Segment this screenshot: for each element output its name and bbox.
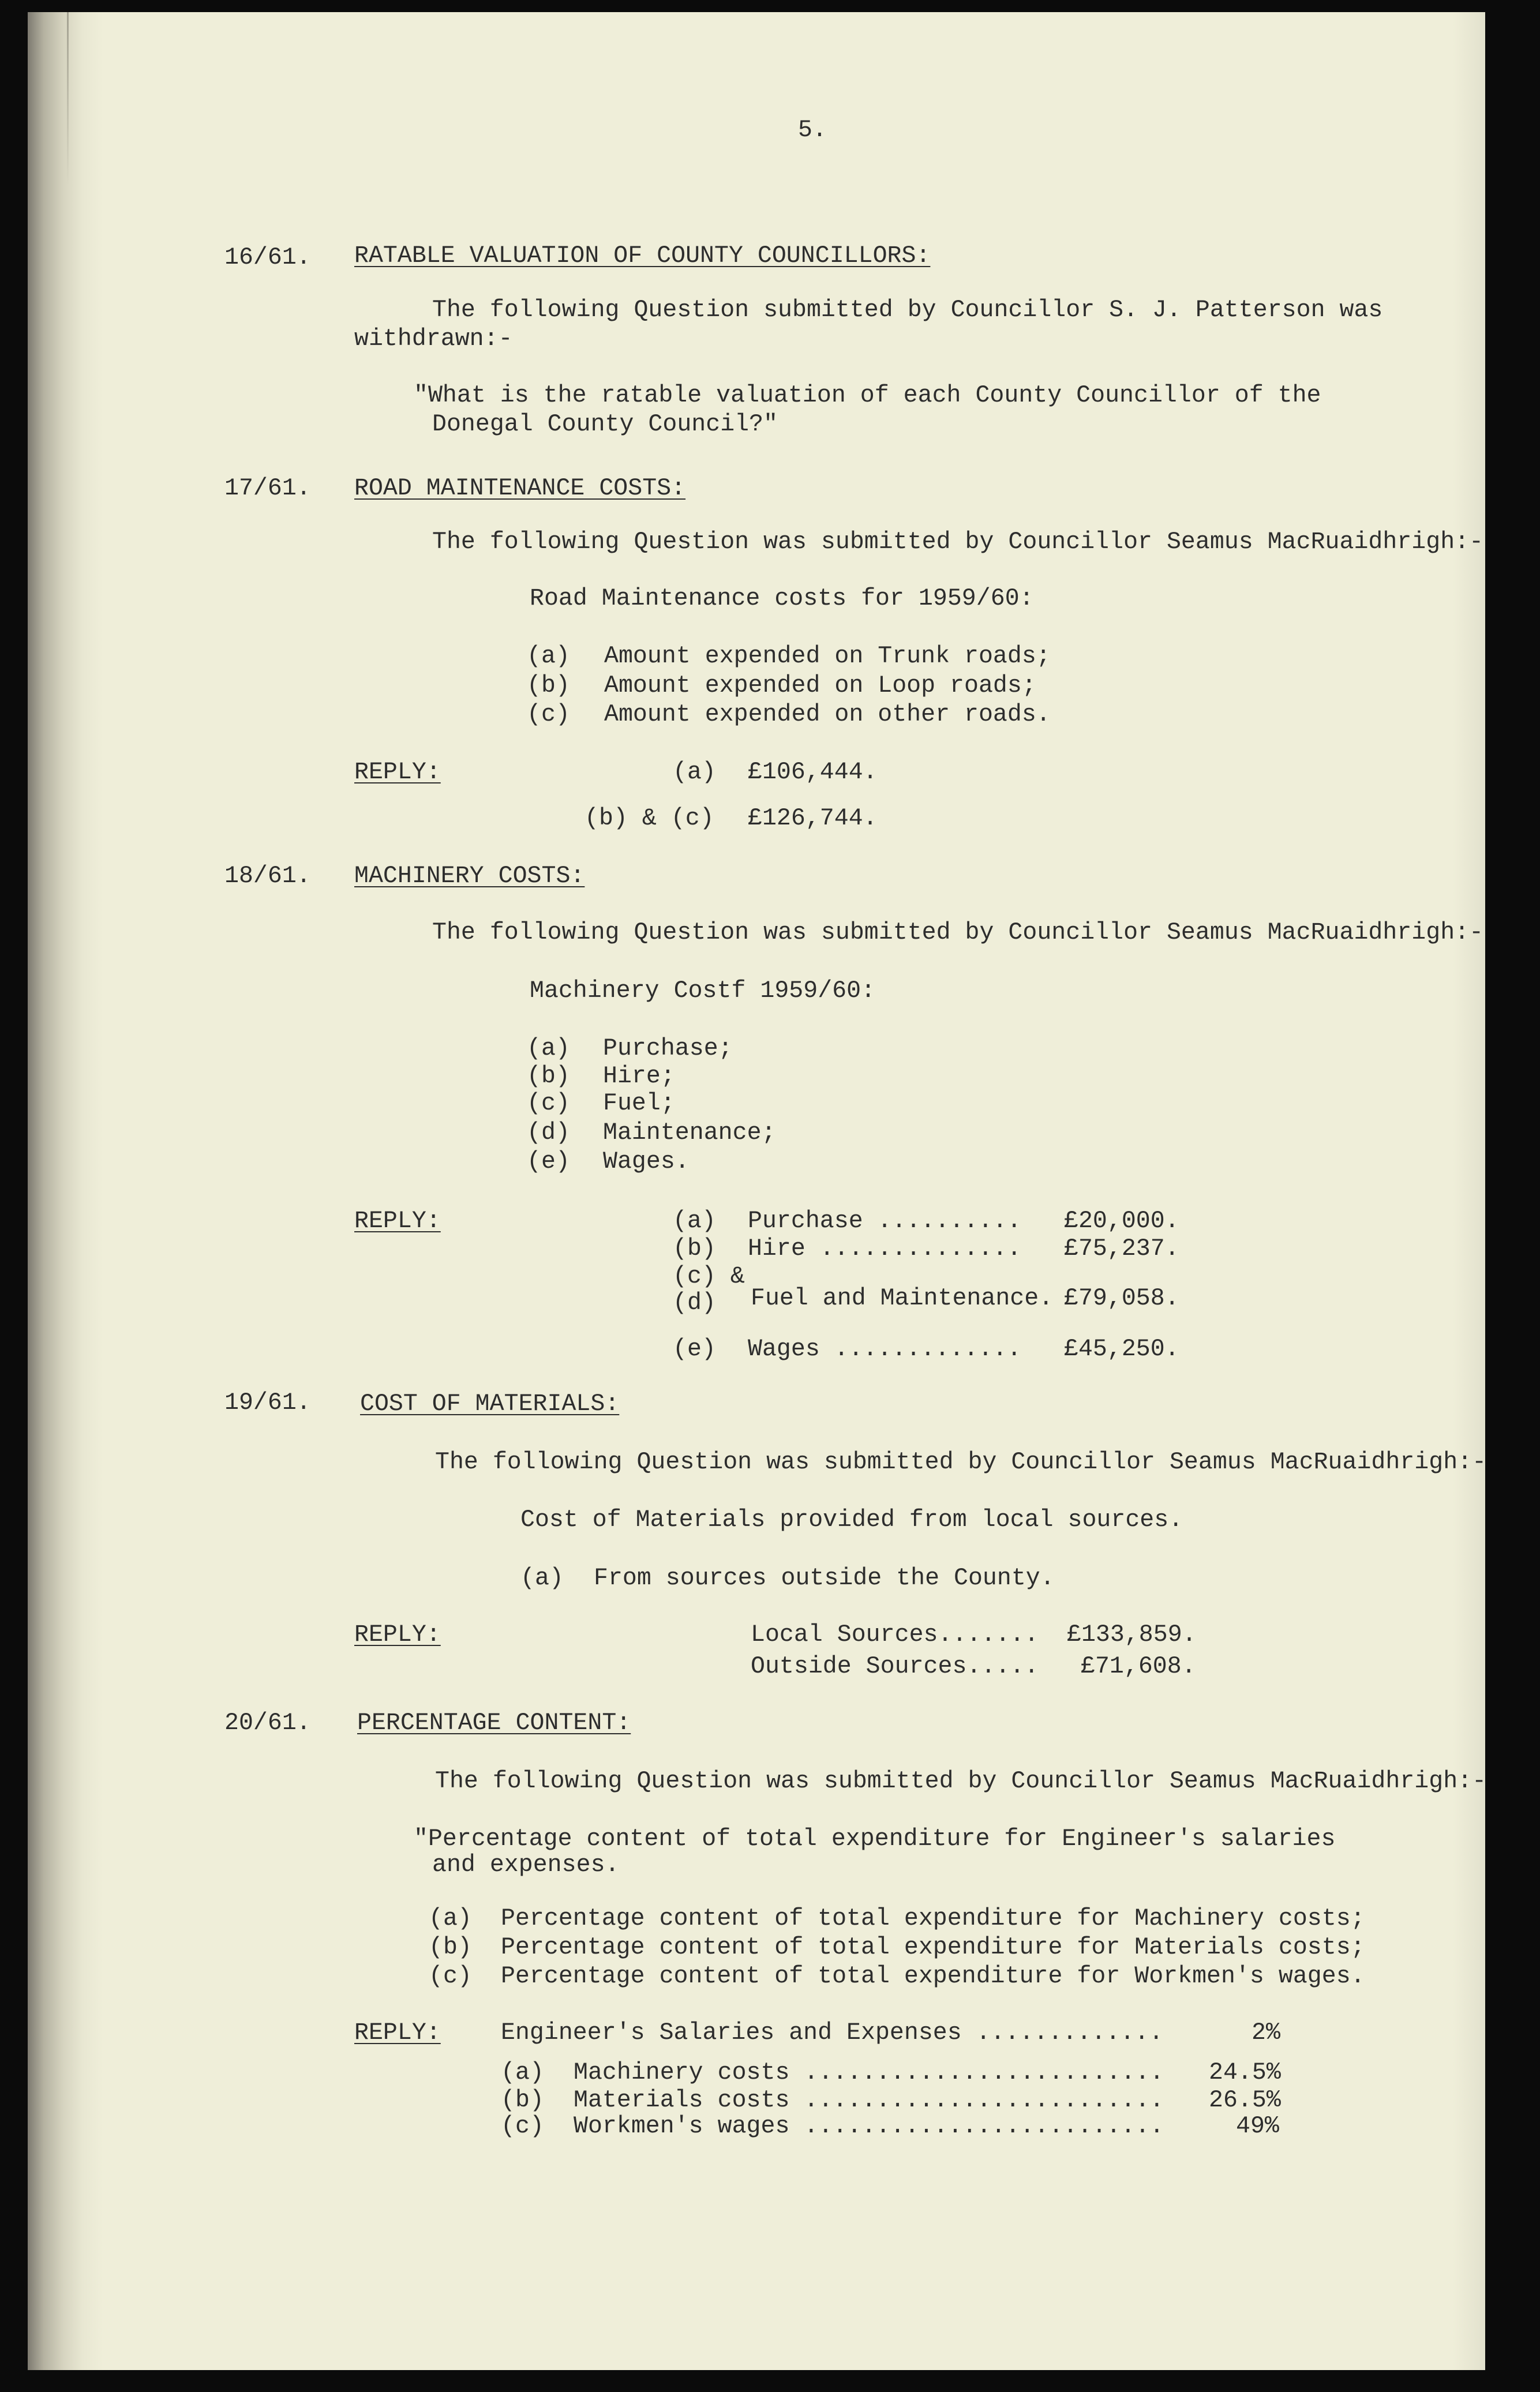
reply-item-text: Hire .............. [748, 1235, 1022, 1262]
question-item-label: (c) [527, 1090, 570, 1117]
question-item-label: (b) [527, 1063, 570, 1090]
reply-item-text: Workmen's wages ......................... [574, 2113, 1164, 2140]
reply-item-amount: £126,744. [748, 805, 878, 832]
question-intro: The following Question was submitted by Councillor Seamus MacRuaidhrigh:- [435, 1449, 1487, 1476]
minute-number: 19/61. [224, 1389, 311, 1416]
question-title: Machinery Costf 1959/60: [530, 977, 876, 1004]
body-line: The following Question submitted by Councillor S. J. Patterson was [432, 297, 1383, 324]
question-intro: The following Question was submitted by Councillor Seamus MacRuaidhrigh:- [432, 528, 1484, 556]
question-item-label: (a) [527, 1035, 570, 1062]
question-item-label: (a) [527, 643, 570, 670]
reply-item-label: (a) [673, 1208, 716, 1235]
question-item-text: Amount expended on other roads. [604, 701, 1051, 728]
question-title: Road Maintenance costs for 1959/60: [530, 585, 1034, 612]
minute-heading: ROAD MAINTENANCE COSTS: [354, 475, 686, 502]
minute-heading: MACHINERY COSTS: [354, 863, 585, 890]
reply-item-amount: 24.5% [1209, 2059, 1281, 2086]
reply-item-amount: £75,237. [1064, 1235, 1179, 1262]
question-item-text: Hire; [603, 1063, 675, 1090]
minute-heading: PERCENTAGE CONTENT: [357, 1709, 631, 1737]
question-item-label: (a) [520, 1565, 564, 1592]
question-quote-line: "What is the ratable valuation of each County Councillor of the [414, 382, 1321, 409]
reply-item-amount: £45,250. [1064, 1336, 1179, 1363]
question-quote-line: Donegal County Council?" [432, 411, 778, 438]
reply-item-label: (a) [501, 2059, 544, 2086]
question-item-text: Purchase; [603, 1035, 733, 1062]
reply-item-amount: £79,058. [1064, 1285, 1179, 1312]
reply-item-label: (b) [501, 2087, 544, 2114]
question-item-text: Maintenance; [603, 1119, 776, 1146]
reply-item-text: Local Sources....... [751, 1621, 1039, 1648]
reply-item-amount: 2% [1252, 2019, 1280, 2046]
question-intro: The following Question was submitted by Councillor Seamus MacRuaidhrigh:- [432, 919, 1484, 946]
reply-item-amount: 49% [1236, 2113, 1279, 2140]
question-intro: The following Question was submitted by Councillor Seamus MacRuaidhrigh:- [435, 1768, 1487, 1795]
binding-fold-shadow [67, 12, 69, 185]
reply-item-text: Machinery costs ......................... [574, 2059, 1164, 2086]
page-number: 5. [798, 117, 827, 144]
reply-item-label: (d) [673, 1289, 716, 1317]
reply-item-amount: £133,859. [1067, 1621, 1197, 1648]
reply-item-text: Materials costs ......................... [574, 2087, 1164, 2114]
question-item-label: (c) [429, 1963, 472, 1990]
reply-item-text: Purchase .......... [748, 1208, 1022, 1235]
reply-item-text: Fuel and Maintenance. [751, 1285, 1054, 1312]
reply-item-label: (a) [673, 759, 716, 786]
reply-label: REPLY: [354, 1621, 441, 1648]
question-item-text: Percentage content of total expenditure for Machinery costs; [501, 1905, 1365, 1932]
reply-item-amount: £106,444. [748, 759, 878, 786]
question-item-label: (d) [527, 1119, 570, 1146]
question-quote-line: "Percentage content of total expenditure for Engineer's salaries [414, 1825, 1336, 1853]
question-item-label: (e) [527, 1148, 570, 1175]
reply-item-label: (b) [673, 1235, 716, 1262]
reply-item-label: (c) & [673, 1263, 745, 1290]
reply-label: REPLY: [354, 2019, 441, 2046]
body-line: withdrawn:- [354, 325, 513, 353]
question-item-label: (a) [429, 1905, 472, 1932]
question-item-label: (b) [527, 672, 570, 699]
reply-item-label: (e) [673, 1336, 716, 1363]
reply-item-text: Engineer's Salaries and Expenses ............. [501, 2019, 1164, 2046]
question-item-text: Wages. [603, 1148, 690, 1175]
reply-item-text: Wages ............. [748, 1336, 1022, 1363]
question-title: Cost of Materials provided from local sources. [520, 1506, 1183, 1534]
paper-sheet [28, 12, 1485, 2370]
minute-number: 17/61. [224, 475, 311, 502]
reply-item-amount: £20,000. [1064, 1208, 1179, 1235]
minute-number: 20/61. [224, 1709, 311, 1737]
question-item-text: From sources outside the County. [594, 1565, 1055, 1592]
reply-item-label: (b) & (c) [584, 805, 714, 832]
question-item-text: Amount expended on Trunk roads; [604, 643, 1051, 670]
question-item-text: Fuel; [603, 1090, 675, 1117]
question-quote-line: and expenses. [432, 1851, 620, 1879]
minute-heading: RATABLE VALUATION OF COUNTY COUNCILLORS: [354, 242, 931, 269]
question-item-label: (b) [429, 1934, 472, 1961]
question-item-text: Percentage content of total expenditure for Materials costs; [501, 1934, 1365, 1961]
reply-item-amount: 26.5% [1209, 2087, 1281, 2114]
question-item-text: Percentage content of total expenditure for Workmen's wages. [501, 1963, 1365, 1990]
reply-label: REPLY: [354, 759, 441, 786]
reply-item-amount: £71,608. [1081, 1653, 1196, 1680]
question-item-label: (c) [527, 701, 570, 728]
reply-item-label: (c) [501, 2113, 544, 2140]
minute-number: 16/61. [224, 244, 311, 271]
question-item-text: Amount expended on Loop roads; [604, 672, 1036, 699]
minute-number: 18/61. [224, 863, 311, 890]
reply-label: REPLY: [354, 1208, 441, 1235]
minute-heading: COST OF MATERIALS: [360, 1390, 620, 1418]
reply-item-text: Outside Sources..... [751, 1653, 1039, 1680]
